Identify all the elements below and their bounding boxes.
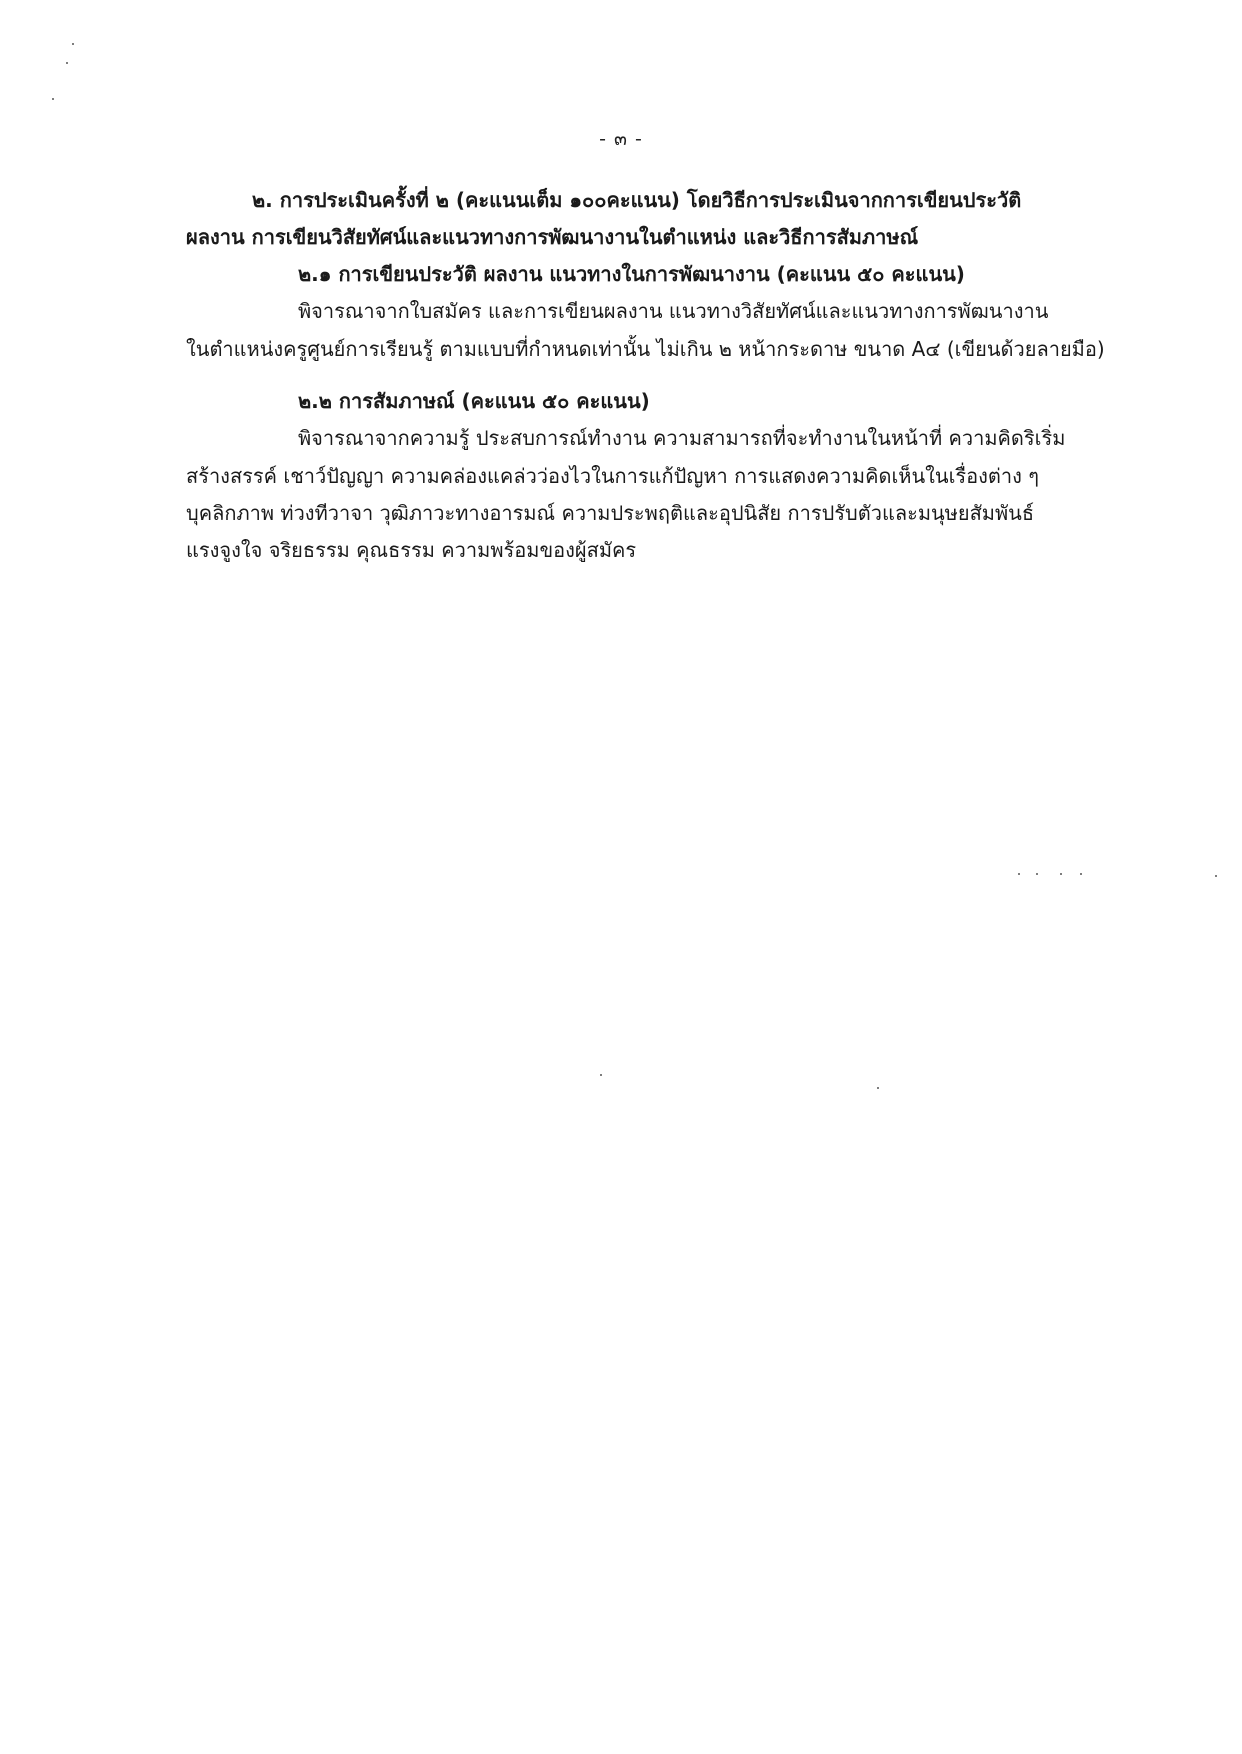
scan-speck xyxy=(52,98,54,100)
scan-speck xyxy=(1036,873,1038,875)
section-2-2-body-line-2: สร้างสรรค์ เชาว์ปัญญา ความคล่องแคล่วว่องไวในการแก้ปัญหา การแสดงความคิดเห็นในเรื่องต่าง ๆ xyxy=(186,464,1040,488)
section-2-2-body-line-3: บุคลิกภาพ ท่วงทีวาจา วุฒิภาวะทางอารมณ์ ความประพฤติและอุปนิสัย การปรับตัวและมนุษยสัมพันธ์ xyxy=(186,501,1035,525)
section-2-heading-line-1: ๒. การประเมินครั้งที่ ๒ (คะแนนเต็ม ๑๐๐คะแนน) โดยวิธีการประเมินจากการเขียนประวัติ xyxy=(252,188,1022,212)
section-2-1-body-line-1: พิจารณาจากใบสมัคร และการเขียนผลงาน แนวทางวิสัยทัศน์และแนวทางการพัฒนางาน xyxy=(298,299,1049,323)
section-2-1-body-line-2: ในตำแหน่งครูศูนย์การเรียนรู้ ตามแบบที่กำหนดเท่านั้น ไม่เกิน ๒ หน้ากระดาษ ขนาด A๔ (เขียนด้วยลายมือ) xyxy=(186,337,1105,361)
scan-speck xyxy=(600,1074,602,1076)
scan-speck xyxy=(1060,873,1062,875)
scan-speck xyxy=(72,43,74,45)
section-2-2-body-line-4: แรงจูงใจ จริยธรรม คุณธรรม ความพร้อมของผู้สมัคร xyxy=(186,538,637,562)
scan-speck xyxy=(66,62,68,64)
section-2-heading-line-2: ผลงาน การเขียนวิสัยทัศน์และแนวทางการพัฒนางานในตำแหน่ง และวิธีการสัมภาษณ์ xyxy=(186,225,919,249)
scan-speck xyxy=(1080,873,1082,875)
section-2-1-heading: ๒.๑ การเขียนประวัติ ผลงาน แนวทางในการพัฒนางาน (คะแนน ๕๐ คะแนน) xyxy=(298,262,965,286)
section-2-2-heading: ๒.๒ การสัมภาษณ์ (คะแนน ๕๐ คะแนน) xyxy=(298,389,650,413)
scan-speck xyxy=(877,1087,879,1089)
scan-speck xyxy=(1215,875,1217,877)
scan-speck xyxy=(1018,873,1020,875)
page-number: - ๓ - xyxy=(599,128,643,150)
section-2-2-body-line-1: พิจารณาจากความรู้ ประสบการณ์ทำงาน ความสามารถที่จะทำงานในหน้าที่ ความคิดริเริ่ม xyxy=(298,426,1066,450)
